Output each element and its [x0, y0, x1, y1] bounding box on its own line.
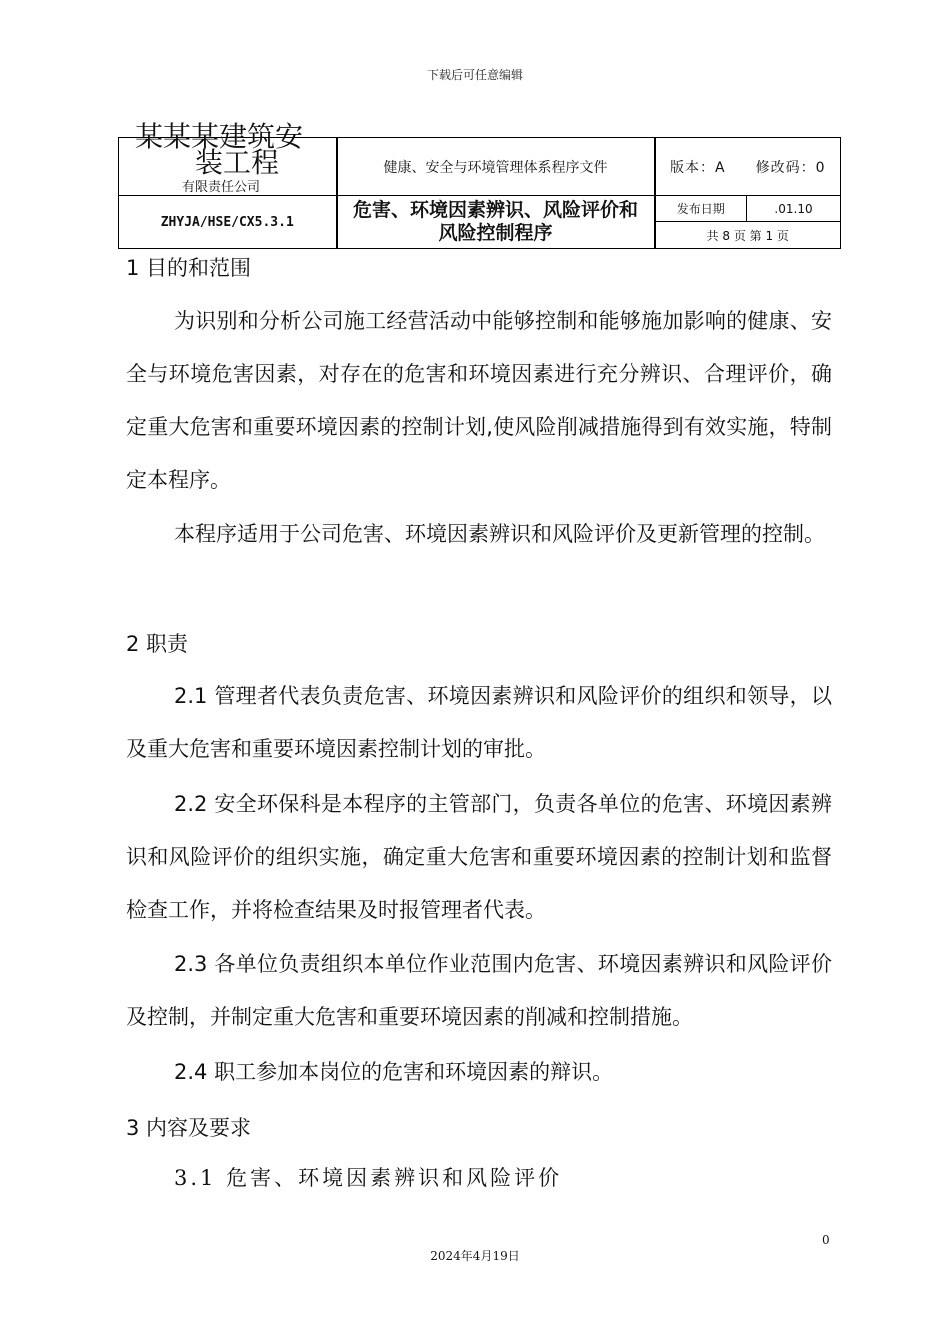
section-2-1: 2.1 管理者代表负责危害、环境因素辨识和风险评价的组织和领导，以及重大危害和重要环境因素控制计划的审批。	[126, 684, 832, 761]
system-doc-cell: 健康、安全与环境管理体系程序文件	[337, 138, 655, 196]
section-2-title: 2 职责	[126, 632, 189, 656]
section-2-2: 2.2 安全环保科是本程序的主管部门，负责各单位的危害、环境因素辨识和风险评价的组织实施，确定重大危害和重要环境因素的控制计划和监督检查工作，并将检查结果及时报管理者代表。	[126, 792, 832, 922]
company-logo-text	[135, 120, 335, 179]
footer-date: 2024年4月19日	[430, 1249, 520, 1263]
top-note: 下载后可任意编辑	[426, 68, 523, 82]
page-number: 0	[822, 1233, 830, 1247]
doc-title-cell: 危害、环境因素辨识、风险评价和风险控制程序	[337, 196, 655, 249]
release-label-cell: 发布日期	[655, 196, 747, 222]
release-date-cell: .01.10	[747, 196, 841, 222]
section-3-1: 3.1 危害、环境因素辨识和风险评价	[174, 1166, 563, 1190]
section-1-paragraph-2: 本程序适用于公司危害、环境因素辨识和风险评价及更新管理的控制。	[174, 522, 825, 546]
company-cell	[119, 120, 337, 196]
page-count-cell: 共 8 页 第 1 页	[655, 222, 841, 249]
version-cell: 版本：A 修改码：0	[655, 138, 841, 196]
section-2-4: 2.4 职工参加本岗位的危害和环境因素的辩识。	[174, 1060, 614, 1084]
document-header-table	[118, 120, 841, 249]
section-1-title: 1 目的和范围	[126, 256, 252, 280]
section-2-3: 2.3 各单位负责组织本单位作业范围内危害、环境因素辨识和风险评价及控制，并制定重大危害和重要环境因素的削减和控制措施。	[126, 952, 832, 1029]
doc-code-cell: ZHYJA/HSE/CX5.3.1	[119, 196, 337, 249]
company-name-line2: 装工程	[195, 146, 280, 179]
section-1-paragraph-1: 为识别和分析公司施工经营活动中能够控制和能够施加影响的健康、安全与环境危害因素，对存在的危害和环境因素进行充分辨识、合理评价，确定重大危害和重要环境因素的控制计划,使风险削减措施得到有效实施，特制定本程序。	[126, 309, 832, 492]
company-name-line3: 有限责任公司	[182, 180, 261, 195]
section-3-title: 3 内容及要求	[126, 1116, 252, 1140]
company-name-line1: 某某某建筑安	[135, 120, 304, 153]
